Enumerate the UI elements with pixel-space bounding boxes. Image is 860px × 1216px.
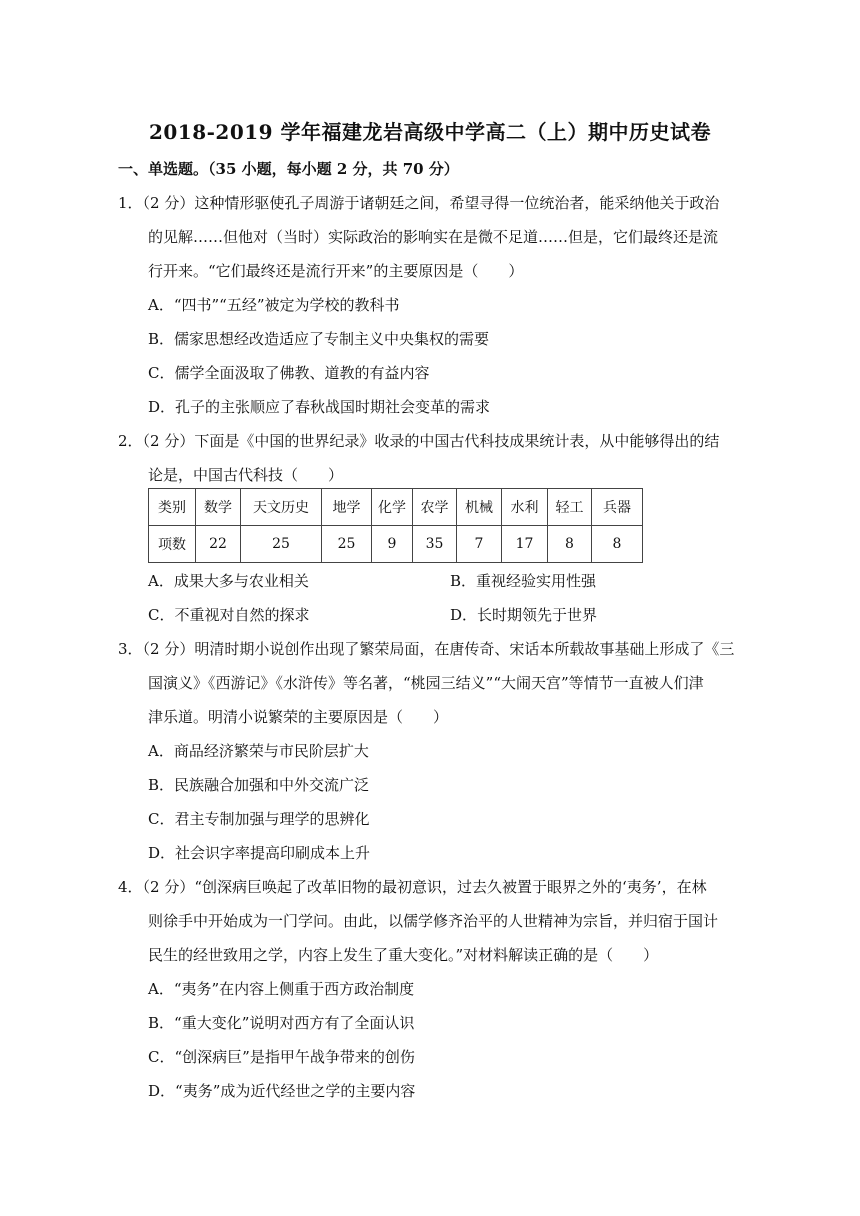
stats-table — [148, 488, 643, 563]
table-cell: 25 — [241, 526, 322, 563]
question-line: （2 分）“创深病巨唤起了改革旧物的最初意识，过去久被置于眼界之外的‘夷务’，在林 — [142, 878, 707, 896]
question-3 — [118, 632, 742, 870]
table-cell: 项数 — [149, 526, 196, 563]
question-1 — [118, 186, 742, 424]
table-cell: 8 — [592, 526, 643, 563]
table-cell: 9 — [372, 526, 413, 563]
table-cell: 8 — [548, 526, 592, 563]
table-header-row — [149, 489, 643, 526]
question-line: （2 分）这种情形驱使孔子周游于诸朝廷之间，希望寻得一位统治者，能采纳他关于政治 — [142, 194, 720, 212]
option-a[interactable]: A．商品经济繁荣与市民阶层扩大 — [148, 742, 369, 760]
question-number: 1． — [118, 194, 143, 212]
table-header-cell: 化学 — [372, 489, 413, 526]
option-c[interactable]: C．不重视对自然的探求 — [148, 606, 310, 624]
table-cell: 25 — [322, 526, 372, 563]
section-heading: 一、单选题。（35 小题，每小题 2 分，共 70 分） — [118, 160, 459, 178]
table-cell: 22 — [196, 526, 241, 563]
option-a[interactable]: A．成果大多与农业相关 — [148, 572, 309, 590]
question-line: 的见解……但他对（当时）实际政治的影响实在是微不足道……但是，它们最终还是流 — [148, 228, 719, 246]
table-header-cell: 天文历史 — [241, 489, 322, 526]
option-a[interactable]: A．“四书”“五经”被定为学校的教科书 — [148, 296, 400, 314]
question-line: 行开来。“它们最终还是流行开来”的主要原因是（ ） — [148, 262, 524, 280]
question-line: 论是，中国古代科技（ ） — [148, 466, 344, 484]
question-number: 3． — [118, 640, 143, 658]
question-2 — [118, 424, 742, 492]
page-title: 2018-2019 学年福建龙岩高级中学高二（上）期中历史试卷 — [148, 120, 712, 144]
question-line: 则徐手中开始成为一门学问。由此，以儒学修齐治平的人世精神为宗旨，并归宿于国计 — [148, 912, 719, 930]
option-d[interactable]: D．孔子的主张顺应了春秋战国时期社会变革的需求 — [148, 398, 491, 416]
option-d[interactable]: D．“夷务”成为近代经世之学的主要内容 — [148, 1082, 416, 1100]
option-c[interactable]: C．君主专制加强与理学的思辨化 — [148, 810, 370, 828]
table-cell: 35 — [413, 526, 457, 563]
option-d[interactable]: D．社会识字率提高印刷成本上升 — [148, 844, 371, 862]
question-line: （2 分）下面是《中国的世界纪录》收录的中国古代科技成果统计表，从中能够得出的结 — [142, 432, 720, 450]
question-4 — [118, 870, 742, 1108]
option-d[interactable]: D．长时期领先于世界 — [450, 606, 598, 624]
option-b[interactable]: B．儒家思想经改造适应了专制主义中央集权的需要 — [148, 330, 490, 348]
question-2-options — [118, 564, 742, 632]
table-header-cell: 类别 — [149, 489, 196, 526]
question-line: 津乐道。明清小说繁荣的主要原因是（ ） — [148, 708, 449, 726]
option-b[interactable]: B．“重大变化”说明对西方有了全面认识 — [148, 1014, 415, 1032]
option-b[interactable]: B．重视经验实用性强 — [450, 572, 597, 590]
table-header-cell: 轻工 — [548, 489, 592, 526]
table-header-cell: 兵器 — [592, 489, 643, 526]
question-line: （2 分）明清时期小说创作出现了繁荣局面，在唐传奇、宋话本所载故事基础上形成了《三 — [142, 640, 735, 658]
question-number: 4． — [118, 878, 143, 896]
question-line: 民生的经世致用之学，内容上发生了重大变化。”对材料解读正确的是（ ） — [148, 946, 659, 964]
table-header-cell: 水利 — [502, 489, 548, 526]
option-a[interactable]: A．“夷务”在内容上侧重于西方政治制度 — [148, 980, 415, 998]
table-cell: 7 — [457, 526, 502, 563]
table-header-cell: 地学 — [322, 489, 372, 526]
table-row — [149, 526, 643, 563]
question-line: 国演义》《西游记》《水浒传》等名著，“桃园三结义”“大闹天宫”等情节一直被人们津 — [148, 674, 704, 692]
table-header-cell: 机械 — [457, 489, 502, 526]
table-header-cell: 农学 — [413, 489, 457, 526]
table-header-cell: 数学 — [196, 489, 241, 526]
table-cell: 17 — [502, 526, 548, 563]
option-c[interactable]: C．儒学全面汲取了佛教、道教的有益内容 — [148, 364, 430, 382]
question-number: 2． — [118, 432, 143, 450]
option-b[interactable]: B．民族融合加强和中外交流广泛 — [148, 776, 370, 794]
option-c[interactable]: C．“创深病巨”是指甲午战争带来的创伤 — [148, 1048, 415, 1066]
